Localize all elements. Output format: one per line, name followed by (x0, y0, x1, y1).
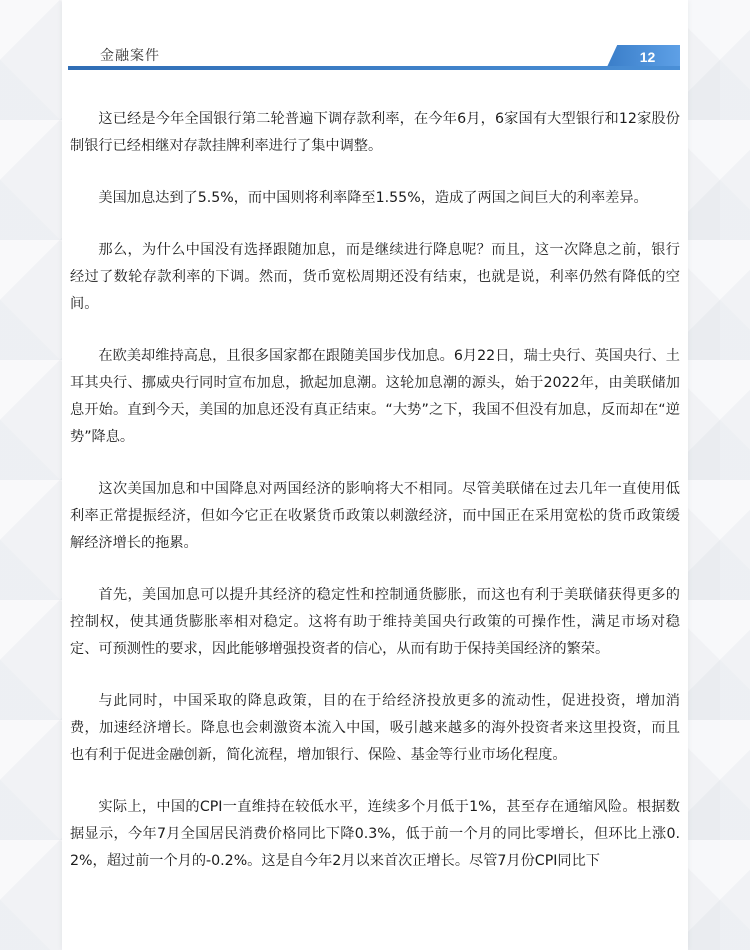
paragraph: 实际上，中国的CPI一直维持在较低水平，连续多个月低于1%，甚至存在通缩风险。根据数据显示，今年7月全国居民消费价格同比下降0.3%，低于前一个月的同比零增长，但环比上涨0.2%，超过前一个月的-0.2%。这是自今年2月以来首次正增长。尽管7月份CPI同比下 (70, 799, 680, 869)
paragraph: 这次美国加息和中国降息对两国经济的影响将大不相同。尽管美联储在过去几年一直使用低利率正常提振经济，但如今它正在收紧货币政策以刺激经济，而中国正在采用宽松的货币政策缓解经济增长的拖累。 (70, 481, 680, 551)
document-page (62, 0, 688, 950)
page-header (62, 0, 688, 76)
page-number: 12 (639, 49, 656, 65)
paragraph: 在欧美却维持高息，且很多国家都在跟随美国步伐加息。6月22日，瑞士央行、英国央行、土耳其央行、挪威央行同时宣布加息，掀起加息潮。这轮加息潮的源头，始于2022年，由美联储加息开始。直到今天，美国的加息还没有真正结束。“大势”之下，我国不但没有加息，反而却在“逆势”降息。 (70, 348, 680, 445)
paragraph: 这已经是今年全国银行第二轮普遍下调存款利率，在今年6月，6家国有大型银行和12家股份制银行已经相继对存款挂牌利率进行了集中调整。 (70, 111, 680, 154)
header-divider (68, 66, 680, 70)
paragraph: 那么，为什么中国没有选择跟随加息，而是继续进行降息呢？而且，这一次降息之前，银行经过了数轮存款利率的下调。然而，货币宽松周期还没有结束，也就是说，利率仍然有降低的空间。 (70, 242, 680, 312)
header-title: 金融案件 (100, 48, 160, 64)
paragraph: 首先，美国加息可以提升其经济的稳定性和控制通货膨胀，而这也有利于美联储获得更多的控制权，使其通货膨胀率相对稳定。这将有助于维持美国央行政策的可操作性，满足市场对稳定、可预测性的要求，因此能够增强投资者的信心，从而有助于保持美国经济的繁荣。 (70, 587, 680, 657)
paragraph: 美国加息达到了5.5%，而中国则将利率降至1.55%，造成了两国之间巨大的利率差异。 (98, 190, 648, 206)
paragraph: 与此同时，中国采取的降息政策，目的在于给经济投放更多的流动性，促进投资，增加消费，加速经济增长。降息也会刺激资本流入中国，吸引越来越多的海外投资者来这里投资，而且也有利于促进金融创新，简化流程，增加银行、保险、基金等行业市场化程度。 (70, 693, 680, 763)
article-body (70, 106, 680, 900)
